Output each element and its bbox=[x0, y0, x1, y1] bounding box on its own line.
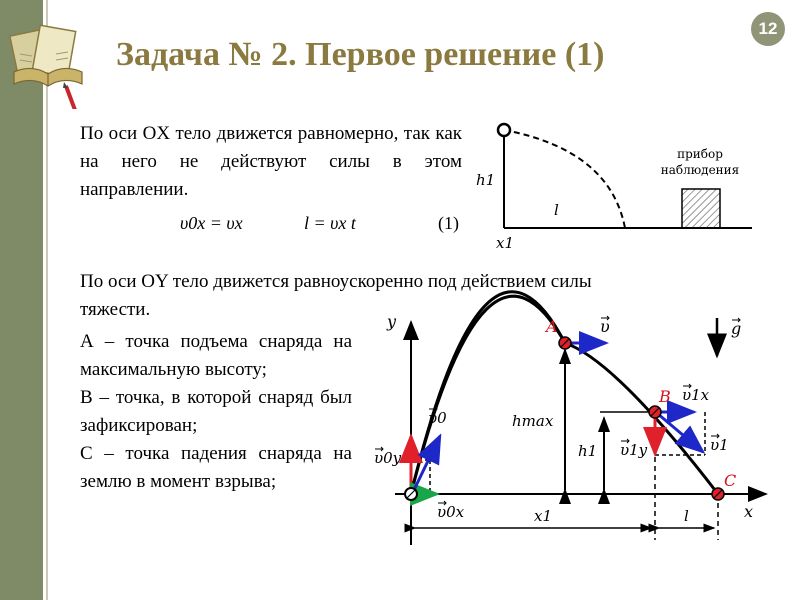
vector-v0 bbox=[413, 436, 440, 492]
label-v1x: υ1x bbox=[682, 386, 710, 404]
label-v0: υ0 bbox=[428, 409, 447, 427]
origin-marker bbox=[405, 488, 417, 500]
label-v0x: υ0x bbox=[437, 503, 465, 521]
point-c-marker bbox=[712, 488, 724, 500]
label-h1-top: h1 bbox=[476, 171, 496, 189]
point-c-label: C bbox=[724, 471, 737, 490]
device-label-2: наблюдения bbox=[660, 163, 740, 177]
label-v1: υ1 bbox=[710, 436, 729, 454]
point-a-description: А – точка подъема снаряда на максимальную высоту; bbox=[80, 331, 352, 380]
label-v1y: υ1y bbox=[620, 441, 648, 459]
point-b-label: B bbox=[659, 387, 671, 406]
point-a-label: A bbox=[546, 317, 558, 336]
label-x1: x1 bbox=[534, 507, 553, 525]
formula-velocity: υ0x = υx bbox=[180, 213, 243, 233]
point-b-description: В – точка, в которой снаряд был зафиксирован; bbox=[80, 387, 352, 436]
oy-paragraph: По оси OY тело движется равноускоренно под действием силы bbox=[80, 271, 592, 292]
label-l: l bbox=[684, 507, 689, 525]
x-axis-label: x bbox=[744, 502, 754, 521]
label-h1: h1 bbox=[578, 442, 598, 460]
point-a-marker bbox=[559, 337, 571, 349]
point-c-description: С – точка падения снаряда на землю в момент взрыва; bbox=[80, 443, 352, 492]
label-l-top: l bbox=[554, 201, 559, 219]
oy-paragraph-continued: тяжести. bbox=[80, 299, 151, 320]
device-label-1: прибор bbox=[677, 147, 723, 161]
formula-distance: l = υx t bbox=[304, 213, 356, 233]
label-x1-top: x1 bbox=[496, 234, 515, 252]
point-b-marker bbox=[649, 406, 661, 418]
label-g: g bbox=[731, 319, 742, 338]
label-hmax: hmax bbox=[512, 412, 554, 430]
ox-paragraph: По оси OX тело движется равномерно, так как на него не действуют силы в этом направлении. bbox=[80, 123, 462, 200]
formula-number: (1) bbox=[438, 213, 459, 233]
label-v0y: υ0y bbox=[374, 449, 402, 467]
label-v: υ bbox=[600, 317, 610, 336]
y-axis-label: y bbox=[387, 312, 397, 331]
slide-title: Задача № 2. Первое решение (1) bbox=[116, 36, 605, 73]
page-number-badge: 12 bbox=[751, 12, 785, 46]
